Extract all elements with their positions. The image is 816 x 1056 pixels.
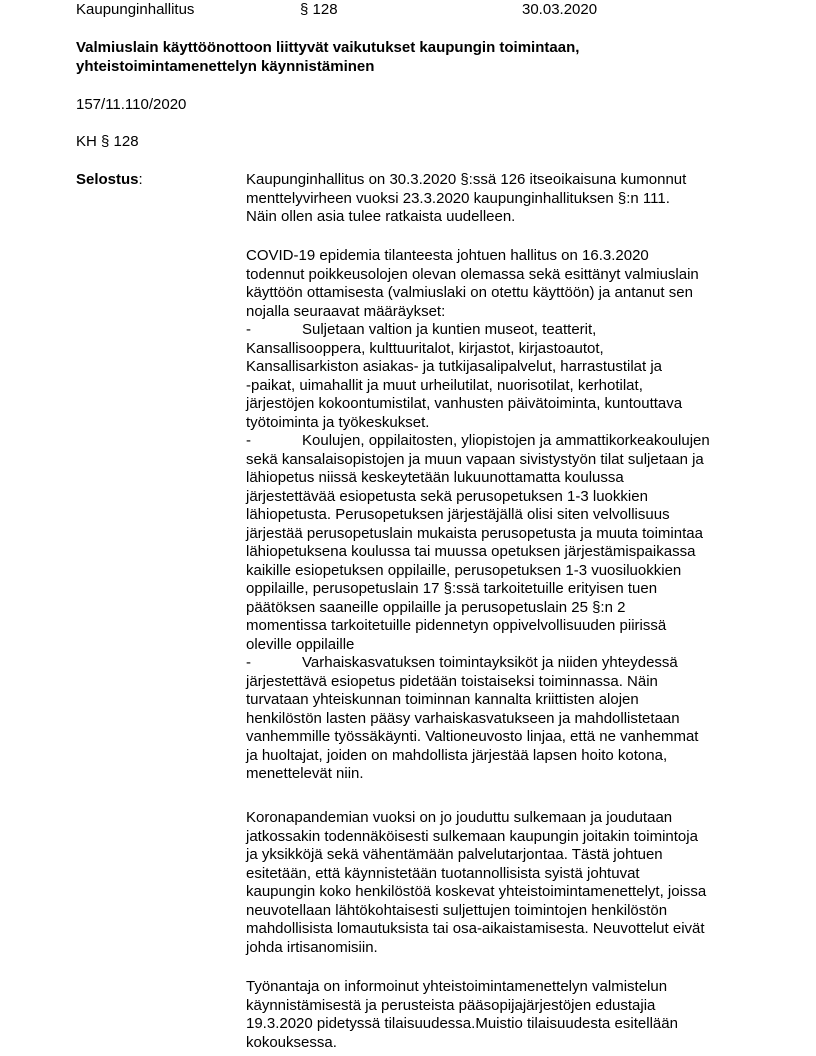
selostus-label-text: Selostus: [76, 171, 139, 188]
document-title: [76, 39, 579, 76]
bullet-dash: -: [246, 654, 251, 671]
bullet-line: kaikille esiopetuksen oppilaille, perusopetuksen 1-3 vuosiluokkien: [246, 561, 682, 579]
bullet-first-line: Suljetaan valtion ja kuntien museot, teatterit,: [302, 321, 597, 338]
bullet-line: lähiopetuksena koulussa tai muussa opetuksen järjestämispaikassa: [246, 543, 696, 560]
paragraph-line: mahdollisista lomautuksista tai osa-aikaistamisesta. Neuvottelut eivät: [246, 920, 705, 937]
bullet-line: päätöksen saaneille oppilaille ja perusopetuslain 25 §:n 2: [246, 598, 626, 616]
paragraph-line: nojalla seuraavat määräykset:: [246, 302, 446, 320]
bullet-line: menettelevät niin.: [246, 765, 364, 782]
bullet-dash: -: [246, 321, 251, 338]
bullet-line: sekä kansalaisopistojen ja muun vapaan sivistystyön tilat suljetaan ja: [246, 450, 704, 468]
bullet-line: ja huoltajat, joiden on mahdollista järjestää lapsen hoito kotona,: [246, 746, 668, 764]
paragraph-line: käynnistämisestä ja perusteista pääsopijajärjestöjen edustajia: [246, 996, 656, 1014]
bullet-line: Kansallisarkiston asiakas- ja tutkijasalipalvelut, harrastustilat ja: [246, 358, 663, 375]
title-line: Valmiuslain käyttöönottoon liittyvät vaikutukset kaupungin toimintaan,: [76, 39, 580, 56]
bullet-line: Kansallisooppera, kulttuuritalot, kirjastot, kirjastoautot,: [246, 339, 604, 357]
paragraph-1: [246, 171, 746, 227]
kh-reference: KH § 128: [76, 133, 139, 150]
paragraph-line: neuvotellaan lähtökohtaisesti suljettujen toimintojen henkilöstön: [246, 901, 668, 919]
bullet-item-early-education: [246, 654, 746, 784]
bullet-item-schools: [246, 432, 746, 654]
header-date: 30.03.2020: [522, 1, 598, 18]
title-line: yhteistoimintamenettelyn käynnistäminen: [76, 57, 375, 75]
bullet-line: turvataan yhteiskunnan toiminnan kannalta kriittisten alojen: [246, 691, 639, 708]
bullet-first-line: Koulujen, oppilaitosten, yliopistojen ja ammattikorkeakoulujen: [302, 432, 710, 449]
paragraph-line: Näin ollen asia tulee ratkaista uudelleen.: [246, 208, 516, 225]
bullet-line: järjestettävää esiopetusta sekä perusopetuksen 1-3 luokkien: [246, 487, 648, 505]
bullet-line: -paikat, uimahallit ja muut urheilutilat, nuorisotilat, kerhotilat,: [246, 376, 643, 394]
paragraph-line: jatkossakin todennäköisesti sulkemaan kaupungin joitakin toimintoja: [246, 827, 698, 845]
paragraph-line: COVID-19 epidemia tilanteesta johtuen hallitus on 16.3.2020: [246, 247, 649, 264]
bullet-line: oleville oppilaille: [246, 635, 355, 653]
header-section-number: § 128: [300, 1, 338, 18]
bullet-line: lähiopetusta. Perusopetuksen järjestäjällä olisi siten velvollisuus: [246, 506, 670, 523]
bullet-line: vanhemmille työssäkäynti. Valtioneuvosto linjaa, että ne vanhemmat: [246, 728, 699, 745]
bullet-line: työtoiminta ja työkeskukset.: [246, 413, 430, 431]
bullet-line: oppilaille, perusopetuslain 17 §:ssä tarkoitetuille erityisen tuen: [246, 580, 658, 597]
paragraph-line: ja yksikköjä sekä vähentämään palvelutarjontaa. Tästä johtuen: [246, 846, 663, 863]
selostus-label: [76, 171, 143, 190]
paragraph-line: Työnantaja on informoinut yhteistoimintamenettelyn valmistelun: [246, 978, 668, 995]
paragraph-line: todennut poikkeusolojen olevan olemassa sekä esittänyt valmiuslain: [246, 265, 699, 283]
paragraph-line: 19.3.2020 pidetyssä tilaisuudessa.Muistio tilaisuudesta esitellään: [246, 1015, 678, 1032]
header-body-name: Kaupunginhallitus: [76, 1, 195, 18]
bullet-line: järjestää perusopetuslain mukaista perusopetusta ja muuta toimintaa: [246, 524, 703, 542]
bullet-item-museums: [246, 321, 746, 432]
paragraph-line: esitetään, että käynnistetään tuotannollisista syistä johtuvat: [246, 864, 640, 882]
bullet-line: järjestettävä esiopetus pidetään toistaiseksi toiminnassa. Näin: [246, 672, 658, 690]
paragraph-line: kokouksessa.: [246, 1033, 337, 1051]
bullet-line: lähiopetus niissä keskeytetään lukuunottamatta koulussa: [246, 469, 624, 486]
paragraph-2: [246, 247, 746, 784]
record-number: 157/11.110/2020: [76, 96, 187, 113]
paragraph-line: Koronapandemian vuoksi on jo jouduttu sulkemaan ja joudutaan: [246, 809, 673, 826]
paragraph-line: käyttöön ottamisesta (valmiuslaki on otettu käyttöön) ja antanut sen: [246, 284, 693, 301]
paragraph-4: [246, 978, 746, 1052]
bullet-line: henkilöstön lasten pääsy varhaiskasvatukseen ja mahdollistetaan: [246, 709, 680, 727]
bullet-line: momentissa tarkoitetuille pidennetyn oppivelvollisuuden piirissä: [246, 617, 667, 634]
bullet-first-line: Varhaiskasvatuksen toimintayksiköt ja niiden yhteydessä: [302, 654, 678, 671]
paragraph-line: menttelyvirheen vuoksi 23.3.2020 kaupunginhallituksen §:n 111.: [246, 189, 670, 207]
bullet-dash: -: [246, 432, 251, 449]
paragraph-3: [246, 809, 746, 957]
paragraph-line: kaupungin koko henkilöstöä koskevat yhteistoimintamenettelyt, joissa: [246, 883, 707, 900]
bullet-line: järjestöjen kokoontumistilat, vanhusten päivätoiminta, kuntouttava: [246, 395, 683, 412]
paragraph-line: Kaupunginhallitus on 30.3.2020 §:ssä 126 itseoikaisuna kumonnut: [246, 171, 687, 188]
selostus-label-colon: :: [138, 171, 143, 188]
paragraph-line: johda irtisanomisiin.: [246, 938, 378, 956]
